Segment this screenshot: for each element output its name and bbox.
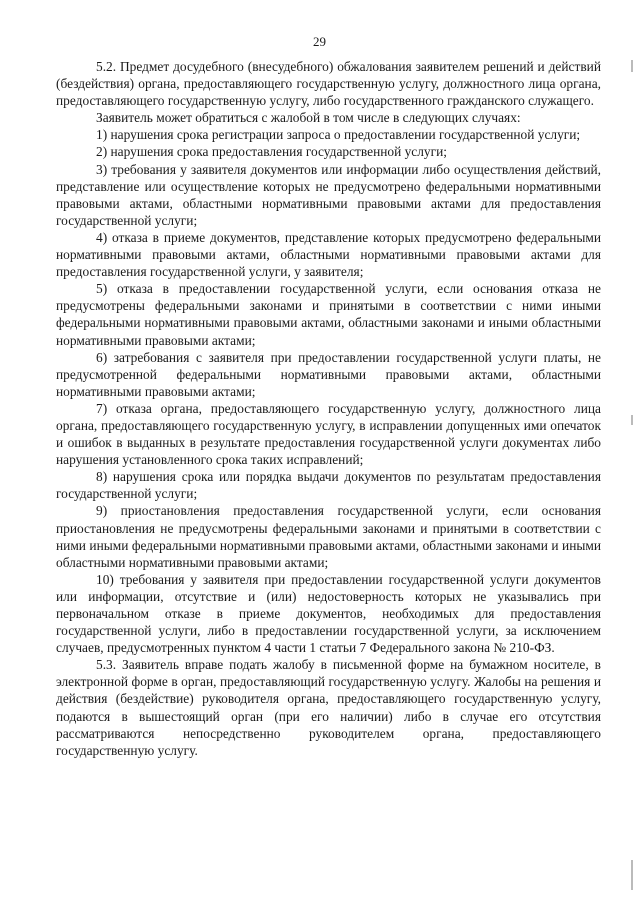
paragraph-5-3: 5.3. Заявитель вправе подать жалобу в письменной форме на бумажном носителе, в электронной форме в орган, предоставляющий государственную услугу. Жалобы на решения и действия (бездействие) руководителя органа, предоставляющего государственную услугу, подаются в вышестоящий орган (при его наличии) либо в случае его отсутствия рассматриваются непосредственно руководителем органа, предоставляющего государственную услугу. xyxy=(56,657,601,758)
paragraph-5-2: 5.2. Предмет досудебного (внесудебного) обжалования заявителем решений и действий (бездействия) органа, предоставляющего государственную услугу, должностного лица органа, предоставляющего государственную услугу, либо государственного гражданского служащего. xyxy=(56,59,601,109)
paragraph-intro-cases: Заявитель может обратиться с жалобой в том числе в следующих случаях: xyxy=(96,110,521,126)
list-item-6: 6) затребования с заявителя при предоставлении государственной услуги платы, не предусмотренной федеральными нормативными правовыми актами, областными нормативными правовыми актами; xyxy=(56,349,601,399)
page-number: 29 xyxy=(313,34,326,49)
list-item-1: 1) нарушения срока регистрации запроса о предоставлении государственной услуги; xyxy=(96,127,581,143)
list-item-4: 4) отказа в приеме документов, представление которых предусмотрено федеральными нормативными правовыми актами, областными нормативными правовыми актами для предоставления государственной услуги, у заявителя; xyxy=(56,229,601,280)
document-body xyxy=(56,58,601,759)
list-item-3: 3) требования у заявителя документов или информации либо осуществления действий, представление или осуществление которых не предусмотрено федеральными нормативными правовыми актами, областными нормативными правовыми актами для предоставления государственной услуги; xyxy=(56,161,601,228)
list-item-2: 2) нарушения срока предоставления государственной услуги; xyxy=(96,144,448,160)
list-item-8: 8) нарушения срока или порядка выдачи документов по результатам предоставления государственной услуги; xyxy=(56,469,601,502)
list-item-5: 5) отказа в предоставлении государственной услуги, если основания отказа не предусмотрены федеральными законами и принятыми в соответствии с ними иными федеральными нормативными правовыми актами, областными законами и иными областными нормативными правовыми актами; xyxy=(56,281,601,348)
scan-edge-mark xyxy=(631,60,633,72)
scan-edge-mark xyxy=(631,860,633,890)
list-item-10: 10) требования у заявителя при предоставлении государственной услуги документов или информации, отсутствие и (или) недостоверность которых не указывались при первоначальном отказе в приеме документов, необходимых для предоставления государственной услуги, либо в предоставлении государственной услуги, за исключением случаев, предусмотренных пунктом 4 части 1 статьи 7 Федерального закона № 210-ФЗ. xyxy=(56,571,601,656)
list-item-7: 7) отказа органа, предоставляющего государственную услугу, должностного лица органа, предоставляющего государственную услугу, в исправлении допущенных ими опечаток и ошибок в выданных в результате предоставления государственной услуги документах либо нарушения установленного срока таких исправлений; xyxy=(56,400,601,468)
scan-edge-mark xyxy=(631,415,633,425)
list-item-9: 9) приостановления предоставления государственной услуги, если основания приостановления не предусмотрены федеральными законами и принятыми в соответствии с ними иными федеральными нормативными правовыми актами, областными законами и иными областными нормативными правовыми актами; xyxy=(56,503,601,570)
